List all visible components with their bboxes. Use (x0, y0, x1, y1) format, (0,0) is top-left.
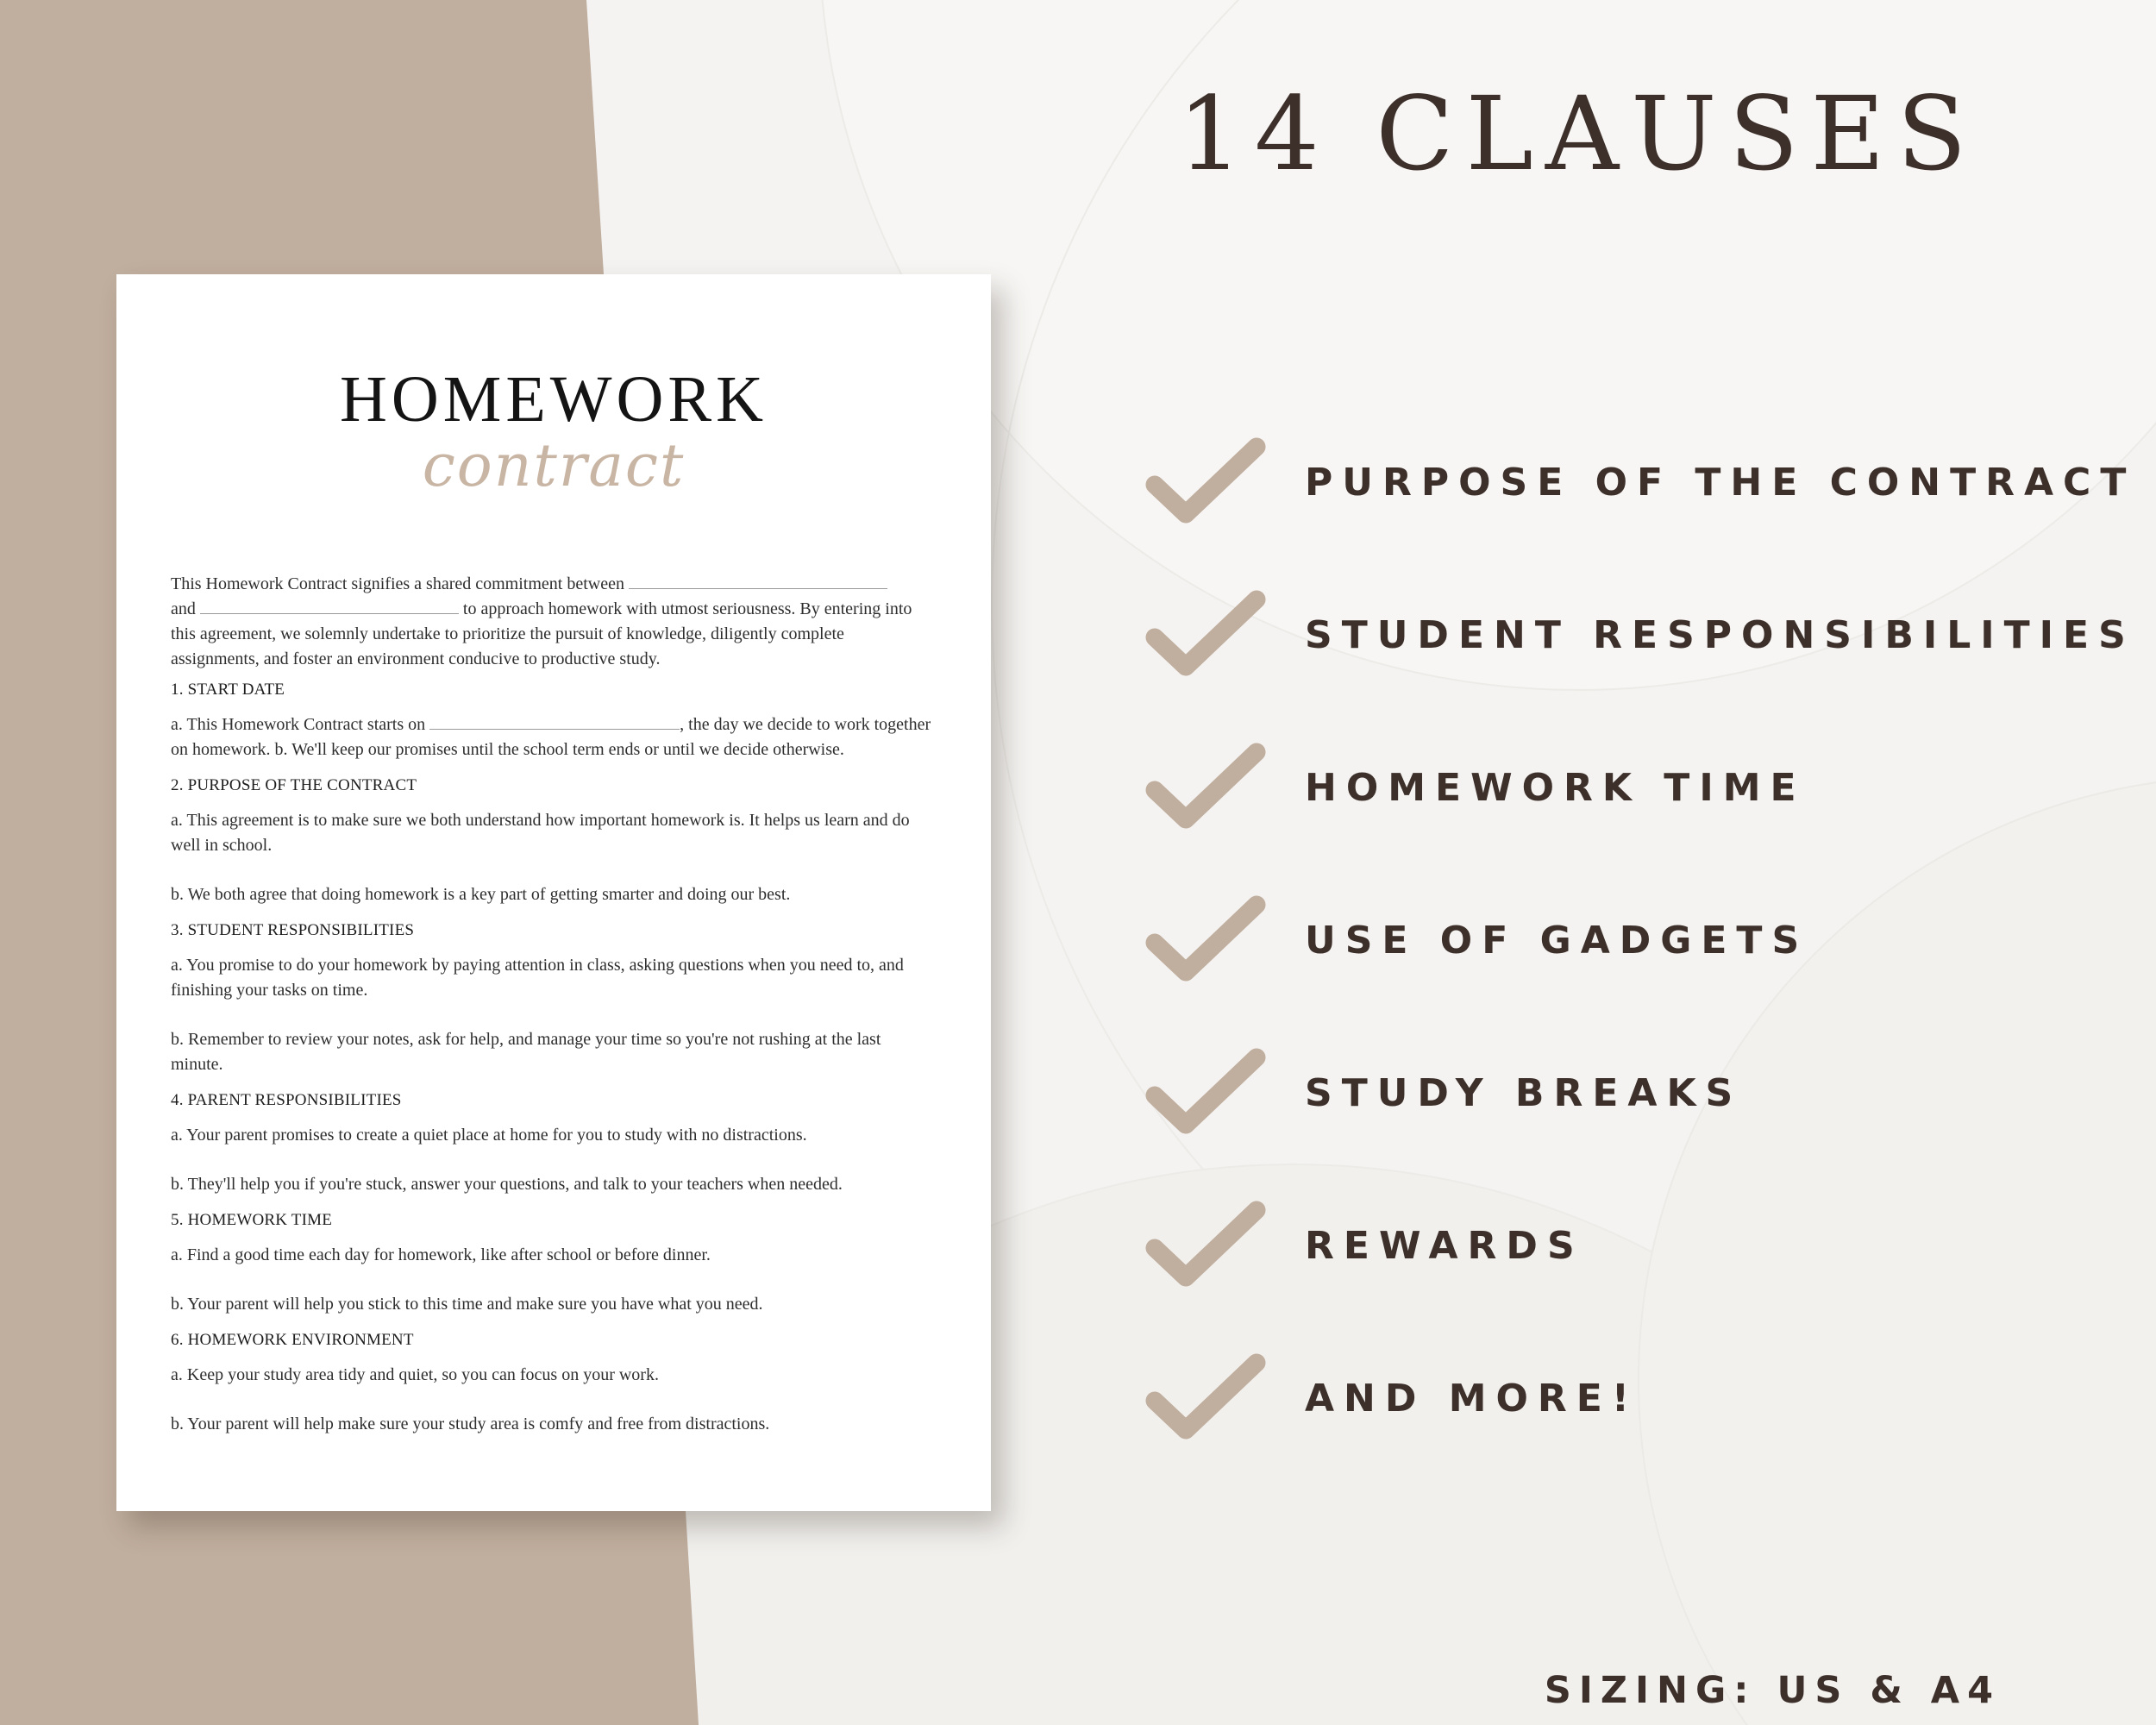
clause-text: a. Your parent promises to create a quiet place at home for you to study with no distractions. (171, 1126, 807, 1145)
feature-label: PURPOSE OF THE CONTRACT (1305, 461, 2136, 505)
checkmark-icon (1143, 587, 1272, 691)
feature-item (1143, 1186, 2134, 1339)
checkmark-icon (1143, 435, 1272, 538)
checkmark-icon (1143, 1198, 1272, 1302)
checkmark-icon (1143, 1045, 1272, 1149)
intro-paragraph: This Homework Contract signifies a shared commitment between and to approach homework with utmost seriousness. By entering into this agreement, we solemnly undertake to prioritize the pursuit of knowledge, diligently complete assignments, and foster an environment conducive to productive study. (171, 574, 912, 668)
section-heading: 3. STUDENT RESPONSIBILITIES (171, 921, 415, 939)
checkmark-icon (1143, 1351, 1272, 1454)
clause-text: b. Your parent will help you stick to this time and make sure you have what you need. (171, 1295, 763, 1314)
clause-text: b. Your parent will help make sure your study area is comfy and free from distractions. (171, 1414, 770, 1433)
feature-label: STUDY BREAKS (1305, 1071, 1743, 1115)
document-body (171, 572, 937, 1447)
section-heading: 1. START DATE (171, 681, 285, 699)
clause-text: a. Find a good time each day for homework, like after school or before dinner. (171, 1245, 711, 1264)
document-subtitle: contract (422, 432, 686, 500)
headline: 14 CLAUSES (1177, 74, 1979, 193)
section-heading: 5. HOMEWORK TIME (171, 1211, 333, 1229)
feature-item (1143, 575, 2134, 728)
clause-text: a. This agreement is to make sure we both understand how important homework is. It helps us learn and do well in school. (171, 811, 910, 855)
checkmark-icon (1143, 740, 1272, 844)
feature-label: HOMEWORK TIME (1305, 766, 1806, 810)
feature-label: USE OF GADGETS (1305, 919, 1809, 963)
feature-item (1143, 881, 2134, 1033)
clause-text: b. We both agree that doing homework is a key part of getting smarter and doing our best. (171, 885, 791, 904)
sizing-note: SIZING: US & A4 (1544, 1669, 2001, 1712)
section-heading: 4. PARENT RESPONSIBILITIES (171, 1091, 402, 1109)
feature-item (1143, 1033, 2134, 1186)
clause-text: a. This Homework Contract starts on , the day we decide to work together on homework. b. We'll keep our promises until the school term ends or until we decide otherwise. (171, 715, 931, 759)
date-blank (429, 713, 680, 730)
feature-label: REWARDS (1305, 1224, 1584, 1268)
clause-text: a. You promise to do your homework by paying attention in class, asking questions when you need to, and finishing your tasks on time. (171, 956, 904, 1000)
document-preview (116, 274, 991, 1511)
document-title: HOMEWORK (340, 363, 768, 436)
clause-text: b. They'll help you if you're stuck, answer your questions, and talk to your teachers when needed. (171, 1175, 843, 1194)
checkmark-icon (1143, 893, 1272, 996)
feature-label: STUDENT RESPONSIBILITIES (1305, 613, 2135, 657)
feature-item (1143, 1339, 2134, 1491)
feature-item (1143, 423, 2134, 575)
section-heading: 2. PURPOSE OF THE CONTRACT (171, 776, 417, 794)
clause-text: a. Keep your study area tidy and quiet, so you can focus on your work. (171, 1365, 659, 1384)
feature-item (1143, 728, 2134, 881)
name-blank-1 (629, 573, 887, 589)
section-heading: 6. HOMEWORK ENVIRONMENT (171, 1331, 414, 1349)
clause-text: b. Remember to review your notes, ask for help, and manage your time so you're not rushing at the last minute. (171, 1030, 881, 1074)
name-blank-2 (200, 598, 459, 614)
feature-list (1143, 423, 2134, 1491)
feature-label: AND MORE! (1305, 1377, 1639, 1421)
